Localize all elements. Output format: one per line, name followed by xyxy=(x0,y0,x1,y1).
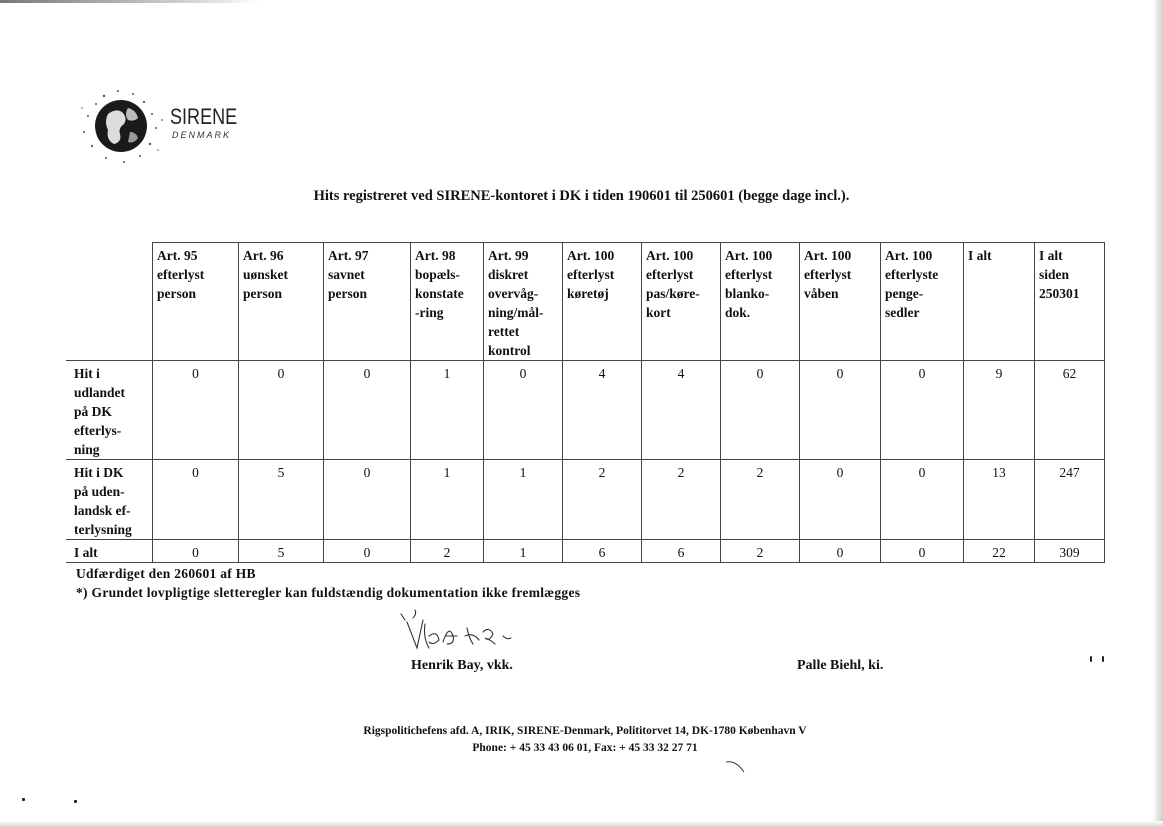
hits-table xyxy=(66,242,1105,563)
table-cell: 0 xyxy=(800,540,881,563)
column-header: Art. 100 efterlyst våben xyxy=(800,243,881,361)
column-header: Art. 96 uønsket person xyxy=(239,243,324,361)
table-cell: 6 xyxy=(642,540,721,563)
table-cell: 5 xyxy=(239,460,324,540)
table-row xyxy=(66,361,1105,460)
table-cell: 1 xyxy=(484,540,563,563)
table-cell: 1 xyxy=(484,460,563,540)
table-cell: 2 xyxy=(721,540,800,563)
scan-edge-top xyxy=(0,0,260,3)
table-cell: 0 xyxy=(239,361,324,460)
table-cell: 0 xyxy=(881,540,964,563)
scan-edge-bottom xyxy=(0,821,1163,827)
table-row xyxy=(66,460,1105,540)
row-header: I alt xyxy=(66,540,153,563)
deletion-rules-note: *) Grundet lovpligtige sletteregler kan fuldstændig dokumentation ikke fremlægges xyxy=(76,585,581,600)
globe-icon xyxy=(78,86,168,166)
scan-mark xyxy=(724,758,748,774)
handwritten-signature xyxy=(385,602,555,662)
table-cell: 0 xyxy=(153,540,239,563)
table-cell: 0 xyxy=(324,540,411,563)
scan-speck xyxy=(1090,656,1092,662)
logo-subtitle: DENMARK xyxy=(172,130,232,140)
table-cell: 0 xyxy=(324,460,411,540)
column-header: Art. 99 diskret overvåg- ning/mål- rettet kontrol xyxy=(484,243,563,361)
table-cell: 2 xyxy=(642,460,721,540)
document-title: Hits registreret ved SIRENE-kontoret i DK i tiden 190601 til 250601 (begge dage incl.). xyxy=(313,188,850,204)
table-cell: 0 xyxy=(800,460,881,540)
column-header: Art. 98 bopæls- konstate -ring xyxy=(411,243,484,361)
table-cell: 0 xyxy=(721,361,800,460)
table-cell: 13 xyxy=(964,460,1035,540)
table-cell: 0 xyxy=(153,361,239,460)
table-cell: 2 xyxy=(563,460,642,540)
table-cell: 1 xyxy=(411,460,484,540)
table-cell: 0 xyxy=(153,460,239,540)
prepared-note: Udfærdiget den 260601 af HB xyxy=(76,566,256,581)
footer-contact: Phone: + 45 33 43 06 01, Fax: + 45 33 32 27 71 xyxy=(472,742,698,754)
table-cell: 0 xyxy=(881,361,964,460)
column-header: Art. 100 efterlyst blanko- dok. xyxy=(721,243,800,361)
column-header: I alt siden 250301 xyxy=(1035,243,1105,361)
row-header: Hit i udlandet på DK efterlys- ning xyxy=(66,361,153,460)
table-cell: 4 xyxy=(563,361,642,460)
table-cell: 309 xyxy=(1035,540,1105,563)
scan-edge-right xyxy=(1153,0,1163,827)
table-cell: 22 xyxy=(964,540,1035,563)
table-cell: 4 xyxy=(642,361,721,460)
scan-speck xyxy=(22,798,25,801)
column-header: Art. 100 efterlyst køretøj xyxy=(563,243,642,361)
logo-wordmark: SIRENE xyxy=(170,104,238,129)
scan-speck xyxy=(74,800,77,803)
table-cell: 5 xyxy=(239,540,324,563)
column-header: Art. 95 efterlyst person xyxy=(153,243,239,361)
footer-address: Rigspolitichefens afd. A, IRIK, SIRENE-Denmark, Polititorvet 14, DK-1780 København V xyxy=(363,725,807,737)
table-cell: 2 xyxy=(411,540,484,563)
table-cell: 62 xyxy=(1035,361,1105,460)
table-corner-cell xyxy=(66,243,153,361)
signatory-right: Palle Biehl, ki. xyxy=(797,658,884,673)
column-header: Art. 97 savnet person xyxy=(324,243,411,361)
signatory-left: Henrik Bay, vkk. xyxy=(411,658,513,673)
table-cell: 0 xyxy=(800,361,881,460)
table-header-row xyxy=(66,243,1105,361)
column-header: I alt xyxy=(964,243,1035,361)
table-total-row xyxy=(66,540,1105,563)
table-cell: 0 xyxy=(484,361,563,460)
column-header: Art. 100 efterlyst pas/køre- kort xyxy=(642,243,721,361)
scan-speck xyxy=(1102,656,1104,662)
row-header: Hit i DK på uden- landsk ef- terlysning xyxy=(66,460,153,540)
sirene-logo xyxy=(78,86,248,166)
table-cell: 2 xyxy=(721,460,800,540)
table-cell: 0 xyxy=(881,460,964,540)
table-cell: 6 xyxy=(563,540,642,563)
table-cell: 0 xyxy=(324,361,411,460)
table-cell: 1 xyxy=(411,361,484,460)
table-cell: 247 xyxy=(1035,460,1105,540)
table-cell: 9 xyxy=(964,361,1035,460)
column-header: Art. 100 efterlyste penge- sedler xyxy=(881,243,964,361)
